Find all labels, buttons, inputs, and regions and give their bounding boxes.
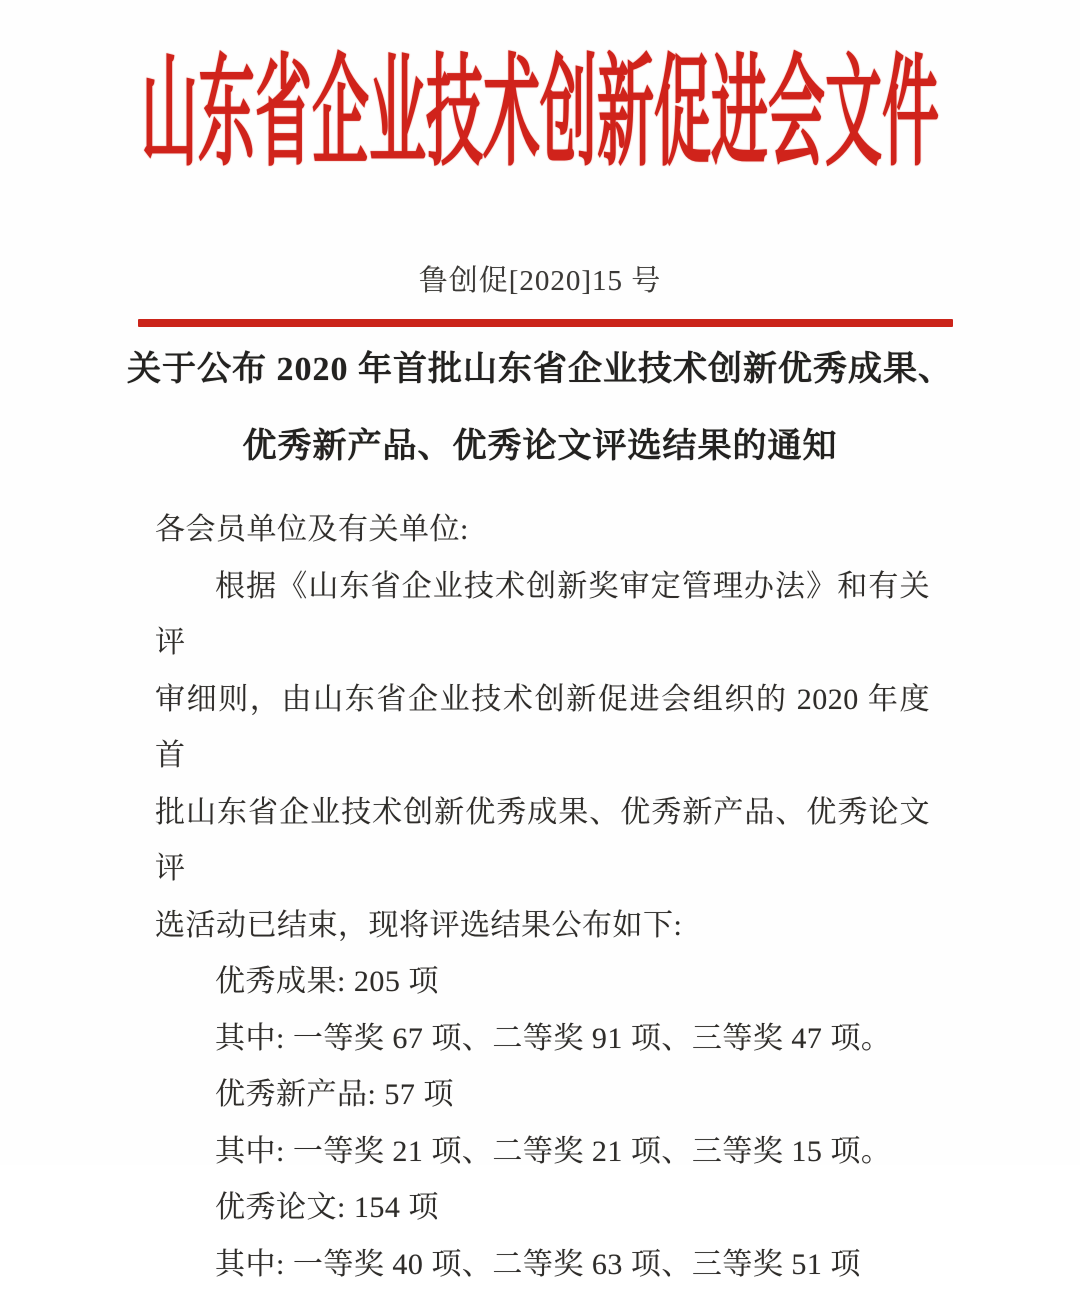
result-detail: 其中: 一等奖 67 项、二等奖 91 项、三等奖 47 项。 xyxy=(155,1011,930,1068)
intro-line: 审细则，由山东省企业技术创新促进会组织的 2020 年度首 xyxy=(155,672,930,785)
notice-title-line-2: 优秀新产品、优秀论文评选结果的通知 xyxy=(0,427,1080,504)
salutation: 各会员单位及有关单位: xyxy=(155,502,930,559)
document-number: 鲁创促[2020]15 号 xyxy=(0,258,1080,299)
result-category: 优秀新产品: 57 项 xyxy=(155,1067,930,1124)
result-category: 优秀论文: 154 项 xyxy=(155,1180,930,1237)
letterhead-org-title: 山东省企业技术创新促进会文件 xyxy=(141,52,939,179)
notice-title xyxy=(0,350,1080,504)
intro-line: 选活动已结束，现将评选结果公布如下: xyxy=(155,898,930,955)
notice-body xyxy=(155,502,930,1293)
letterhead xyxy=(0,52,1080,126)
notice-title-line-1: 关于公布 2020 年首批山东省企业技术创新优秀成果、 xyxy=(0,350,1080,427)
result-detail: 其中: 一等奖 21 项、二等奖 21 项、三等奖 15 项。 xyxy=(155,1124,930,1181)
result-category: 优秀成果: 205 项 xyxy=(155,954,930,1011)
intro-line: 批山东省企业技术创新优秀成果、优秀新产品、优秀论文评 xyxy=(155,785,930,898)
intro-line: 根据《山东省企业技术创新奖审定管理办法》和有关评 xyxy=(155,559,930,672)
letterhead-rule xyxy=(138,319,953,327)
result-detail: 其中: 一等奖 40 项、二等奖 63 项、三等奖 51 项 xyxy=(155,1237,930,1293)
